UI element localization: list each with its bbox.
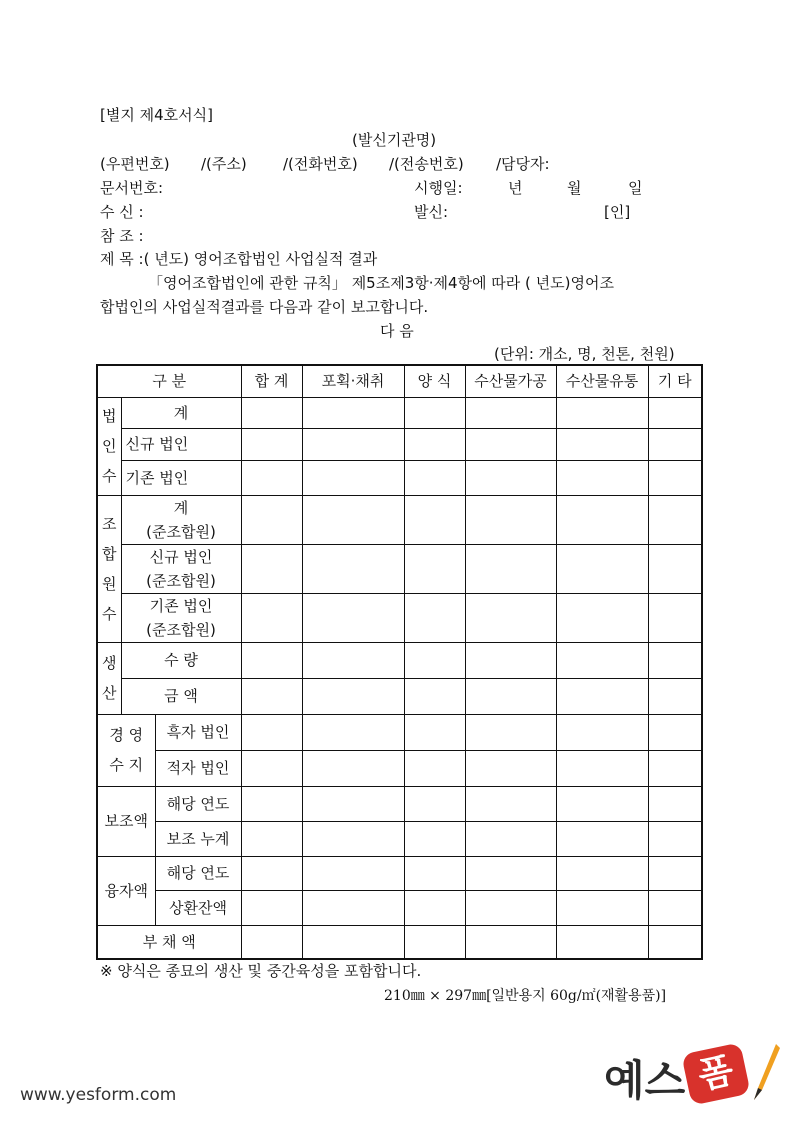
table-header-row <box>97 365 702 397</box>
report-table <box>96 364 703 960</box>
group-loan: 융자액 <box>97 856 155 925</box>
header-aquaculture: 양 식 <box>404 365 465 397</box>
table-row <box>97 428 702 460</box>
row-label: 적자 법인 <box>155 750 241 786</box>
table-row <box>97 544 702 593</box>
website-link[interactable]: www.yesform.com <box>20 1085 177 1105</box>
header-distribution: 수산물유통 <box>556 365 648 397</box>
row-label: 해당 연도 <box>155 856 241 890</box>
row-label: 흑자 법인 <box>155 714 241 750</box>
date-day: 일 <box>628 179 643 197</box>
doc-number-label: 문서번호: <box>100 179 164 197</box>
row-label: 해당 연도 <box>155 786 241 821</box>
group-corp-count: 법 인 수 <box>97 397 121 495</box>
table-row <box>97 925 702 959</box>
table-row <box>97 856 702 890</box>
table-row <box>97 821 702 856</box>
date-month: 월 <box>567 179 582 197</box>
row-label-debt: 부 채 액 <box>97 925 241 959</box>
footnote: ※ 양식은 종묘의 생산 및 중간육성을 포함합니다. <box>100 962 422 980</box>
row-label: 금 액 <box>121 678 241 714</box>
form-id: [별지 제4호서식] <box>100 106 213 124</box>
group-management: 경 영 수 지 <box>97 714 155 786</box>
yesform-logo <box>604 1040 784 1110</box>
header-category: 구 분 <box>97 365 241 397</box>
header-capture: 포획·채취 <box>302 365 404 397</box>
date-label: 시행일: <box>414 179 463 197</box>
table-row <box>97 593 702 642</box>
phone-label: /(전화번호) <box>283 155 358 173</box>
row-label: 계 (준조합원) <box>121 495 241 544</box>
row-label: 계 <box>121 397 241 428</box>
next-heading: 다 음 <box>380 322 414 340</box>
logo-badge: 폼 <box>681 1042 751 1105</box>
row-label: 신규 법인 <box>121 428 241 460</box>
group-subsidy: 보조액 <box>97 786 155 856</box>
recipient-label: 수 신 : <box>100 203 144 221</box>
postal-label: (우편번호) <box>100 155 170 173</box>
table-row <box>97 786 702 821</box>
date-year: 년 <box>508 179 523 197</box>
table-row <box>97 495 702 544</box>
paper-spec: 210㎜ × 297㎜[일반용지 60g/㎡(재활용품)] <box>384 988 667 1004</box>
subject-line: 제 목 :( 년도) 영어조합법인 사업실적 결과 <box>100 250 378 268</box>
table-row <box>97 750 702 786</box>
table-row <box>97 642 702 678</box>
row-label: 수 량 <box>121 642 241 678</box>
row-label: 상환잔액 <box>155 890 241 925</box>
unit-note: (단위: 개소, 명, 천톤, 천원) <box>494 345 675 363</box>
table-row <box>97 678 702 714</box>
issuer-label: (발신기관명) <box>352 131 437 149</box>
address-label: /(주소) <box>201 155 247 173</box>
row-label: 보조 누계 <box>155 821 241 856</box>
body-line-2: 합법인의 사업실적결과를 다음과 같이 보고합니다. <box>100 298 429 316</box>
group-member-count: 조 합 원 수 <box>97 495 121 642</box>
row-label: 신규 법인 (준조합원) <box>121 544 241 593</box>
fax-label: /(전송번호) <box>389 155 464 173</box>
table-row <box>97 714 702 750</box>
sender-label: 발신: <box>414 203 449 221</box>
group-production: 생 산 <box>97 642 121 714</box>
table-row <box>97 460 702 495</box>
reference-label: 참 조 : <box>100 227 144 245</box>
table-row <box>97 890 702 925</box>
row-label: 기존 법인 (준조합원) <box>121 593 241 642</box>
table-row <box>97 397 702 428</box>
contact-person-label: /담당자: <box>496 155 550 173</box>
header-processing: 수산물가공 <box>465 365 556 397</box>
seal-label: [인] <box>604 203 631 221</box>
header-other: 기 타 <box>648 365 702 397</box>
pen-icon <box>744 1040 784 1110</box>
header-total: 합 계 <box>241 365 302 397</box>
body-line-1: 「영어조합법인에 관한 규칙」 제5조제3항·제4항에 따라 ( 년도)영어조 <box>148 274 614 292</box>
row-label: 기존 법인 <box>121 460 241 495</box>
logo-text: 예스 <box>604 1056 686 1105</box>
